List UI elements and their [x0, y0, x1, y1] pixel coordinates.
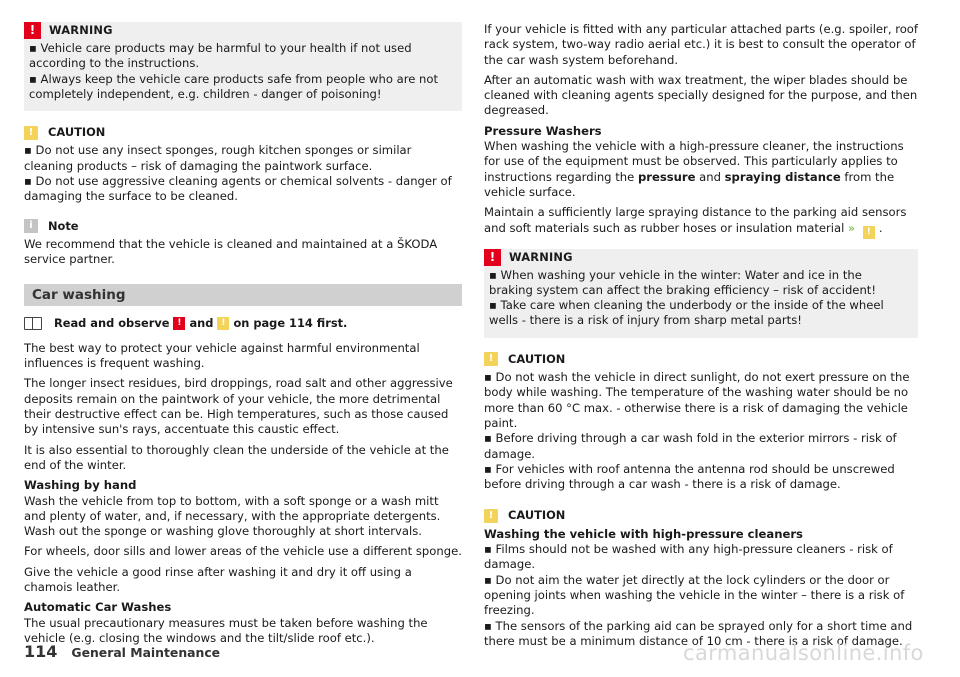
warning-ref-icon[interactable]: ! [173, 317, 185, 330]
paragraph: For wheels, door sills and lower areas of the vehicle use a different sponge. [24, 544, 462, 559]
page-number: 114 [24, 642, 58, 661]
caution-icon: ! [484, 509, 498, 523]
book-icon [24, 317, 42, 330]
read-observe-line [24, 316, 462, 331]
caution-line: ▪ Do not use aggressive cleaning agents or chemical solvents - danger of damaging the surface to be cleaned. [24, 174, 452, 204]
paragraph: Wash the vehicle from top to bottom, with a soft sponge or a wash mitt and plenty of water, and, if necessary, with the appropriate detergents. Wash out the sponge or washing glove thoroughly at short intervals. [24, 493, 441, 539]
warning-icon: ! [484, 249, 501, 266]
text: Maintain a sufficiently large spraying distance to the parking aid sensors and soft materials such as rubber hoses or insulation material [484, 205, 907, 235]
warning-title: WARNING [49, 23, 113, 37]
caution-icon: ! [484, 352, 498, 366]
right-column [484, 22, 918, 649]
caution-title: CAUTION [508, 508, 566, 523]
paragraph-pressure [484, 139, 918, 200]
caution-line: ▪ Films should not be washed with any high-pressure cleaners - risk of damage. [484, 542, 893, 572]
caution-subheading: Washing the vehicle with high-pressure cleaners [484, 526, 803, 541]
paragraph: The longer insect residues, bird droppings, road salt and other aggressive deposits remain on the paintwork of your vehicle, the more detrimental their destructive effect can be. High temperatures, such as those caused by intensive sun's rays, accentuate this caustic effect. [24, 376, 453, 437]
caution-ref-icon[interactable]: ! [217, 317, 229, 330]
read-observe-text: Read and observe [54, 315, 170, 330]
continue-arrow-link[interactable]: » [848, 220, 856, 235]
caution-line: ▪ For vehicles with roof antenna the antenna rod should be unscrewed before driving through a car wash - there is a risk of damage. [484, 461, 895, 492]
subheading-pressure-washers: Pressure Washers [484, 123, 602, 138]
caution-line: ▪ Before driving through a car wash fold in the exterior mirrors - risk of damage. [484, 431, 897, 461]
note-icon: i [24, 219, 38, 233]
warning-line: ▪ Vehicle care products may be harmful to your health if not used according to the instructions. [29, 41, 412, 71]
caution-title: CAUTION [508, 351, 566, 366]
page-footer [24, 644, 220, 660]
section-title: Car washing [24, 284, 462, 306]
warning-box [24, 22, 462, 111]
caution-title: CAUTION [48, 125, 106, 140]
read-observe-page-ref[interactable]: on page 114 first. [233, 315, 348, 330]
read-observe-and: and [189, 315, 214, 330]
text: and [699, 169, 721, 184]
text: When washing the vehicle with a high-pressure cleaner, the instructions for use of the equipment must be observed. This particularly applies to instructions regarding the [484, 139, 904, 184]
subheading-washing-by-hand: Washing by hand [24, 478, 137, 493]
caution-line: ▪ Do not aim the water jet directly at the lock cylinders or the door or opening joints when washing the vehicle in the winter – there is a risk of freezing. [484, 572, 905, 618]
paragraph: It is also essential to thoroughly clean the underside of the vehicle at the end of the winter. [24, 442, 449, 472]
paragraph: The best way to protect your vehicle against harmful environmental influences is frequent washing. [24, 340, 420, 371]
bold-term-pressure: pressure [637, 169, 696, 184]
warning-line: ▪ When washing your vehicle in the winter: Water and ice in the braking system can affect the braking efficiency – risk of accident! [489, 267, 876, 297]
warning-line: ▪ Always keep the vehicle care products safe from people who are not completely independent, e.g. children - danger of poisoning! [29, 71, 439, 101]
warning-line: ▪ Take care when cleaning the underbody or the inside of the wheel wells - there is a risk of injury from sharp metal parts! [489, 298, 884, 328]
left-column [24, 22, 462, 651]
warning-icon: ! [24, 22, 41, 39]
paragraph [484, 205, 918, 238]
caution-line: ▪ Do not use any insect sponges, rough kitchen sponges or similar cleaning products – risk of damaging the paintwork surface. [24, 143, 412, 173]
paragraph: If your vehicle is fitted with any particular attached parts (e.g. spoiler, roof rack system, two-way radio aerial etc.) it is best to consult the operator of the car wash system beforehand. [484, 22, 918, 67]
warning-title: WARNING [509, 249, 573, 264]
paragraph: The usual precautionary measures must be taken before washing the vehicle (e.g. closing the windows and the tilt/slide roof etc.). [24, 615, 428, 645]
text: from the vehicle surface. [484, 169, 895, 199]
caution-icon: ! [24, 126, 38, 140]
warning-box [484, 249, 918, 338]
note-title: Note [48, 218, 79, 233]
footer-section-title: General Maintenance [71, 645, 221, 660]
paragraph: After an automatic wash with wax treatment, the wiper blades should be cleaned with cleaning agents specially designed for the purpose, and then degreased. [484, 72, 918, 118]
paragraph: Give the vehicle a good rinse after washing it and dry it off using a chamois leather. [24, 564, 412, 595]
watermark: carmanualsonline.info [683, 641, 924, 665]
note-text: We recommend that the vehicle is cleaned and maintained at a ŠKODA service partner. [24, 236, 438, 267]
text: . [878, 220, 883, 235]
subheading-automatic-car-washes: Automatic Car Washes [24, 600, 172, 615]
caution-ref-icon[interactable]: ! [863, 226, 875, 239]
caution-line: ▪ Do not wash the vehicle in direct sunlight, do not exert pressure on the body while washing. The temperature of the washing water should be no more than 60 °C max. - otherwise there is a risk of damaging the vehicle paint. [484, 370, 910, 430]
caution-line: ▪ The sensors of the parking aid can be sprayed only for a short time and there must be a minimum distance of 10 cm - there is a risk of damage. [484, 618, 913, 648]
bold-term-spraying-distance: spraying distance [724, 169, 841, 184]
